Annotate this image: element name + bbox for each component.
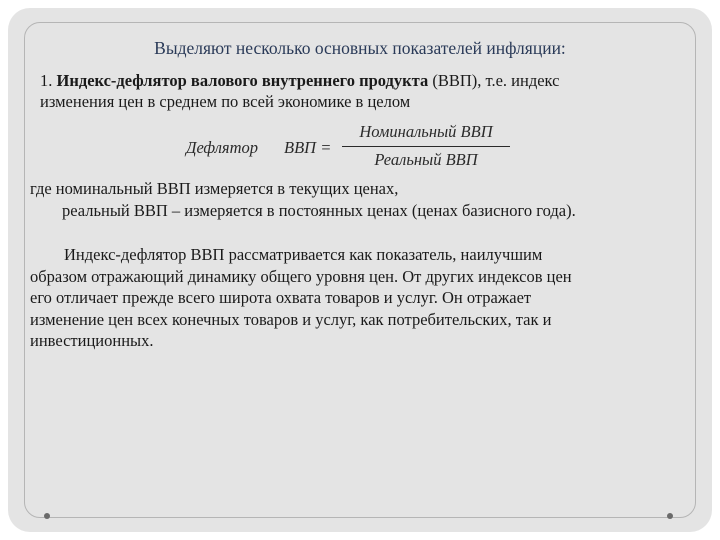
paragraph-line-3: его отличает прежде всего широта охвата товаров и услуг. Он отражает [30, 288, 532, 307]
paragraph-line-2: образом отражающий динамику общего уровня цен. От других индексов цен [30, 266, 572, 286]
item-1-line-1 [40, 70, 690, 91]
explanation-line-1: где номинальный ВВП измеряется в текущих ценах, [30, 179, 399, 198]
formula-denominator: Реальный ВВП [374, 150, 478, 169]
formula-lhs-gdp: ВВП = [284, 138, 332, 157]
deflator-formula [186, 122, 516, 174]
body-paragraph [30, 244, 700, 352]
bullet-dot-left [44, 513, 50, 519]
slide-title: Выделяют несколько основных показателей инфляции: [154, 38, 566, 58]
item-1-rest: (ВВП), т.е. индекс [428, 71, 560, 90]
formula-fraction-bar [342, 146, 510, 147]
item-1-line-2: изменения цен в среднем по всей экономике в целом [40, 92, 411, 111]
bullet-dot-right [667, 513, 673, 519]
formula-lhs-deflator: Дефлятор [186, 138, 258, 157]
item-1 [40, 70, 690, 112]
paragraph-line-5: инвестиционных. [30, 331, 154, 350]
formula-numerator: Номинальный ВВП [359, 122, 493, 141]
explanation-line-2: реальный ВВП – измеряется в постоянных ценах (ценах базисного года). [62, 201, 576, 220]
item-1-bold-title: Индекс-дефлятор валового внутреннего продукта [56, 71, 429, 90]
explanation [30, 178, 700, 222]
item-1-number: 1. [40, 71, 53, 90]
paragraph-line-1: Индекс-дефлятор ВВП рассматривается как показатель, наилучшим [64, 245, 543, 264]
paragraph-line-4: изменение цен всех конечных товаров и услуг, как потребительских, так и [30, 309, 552, 329]
